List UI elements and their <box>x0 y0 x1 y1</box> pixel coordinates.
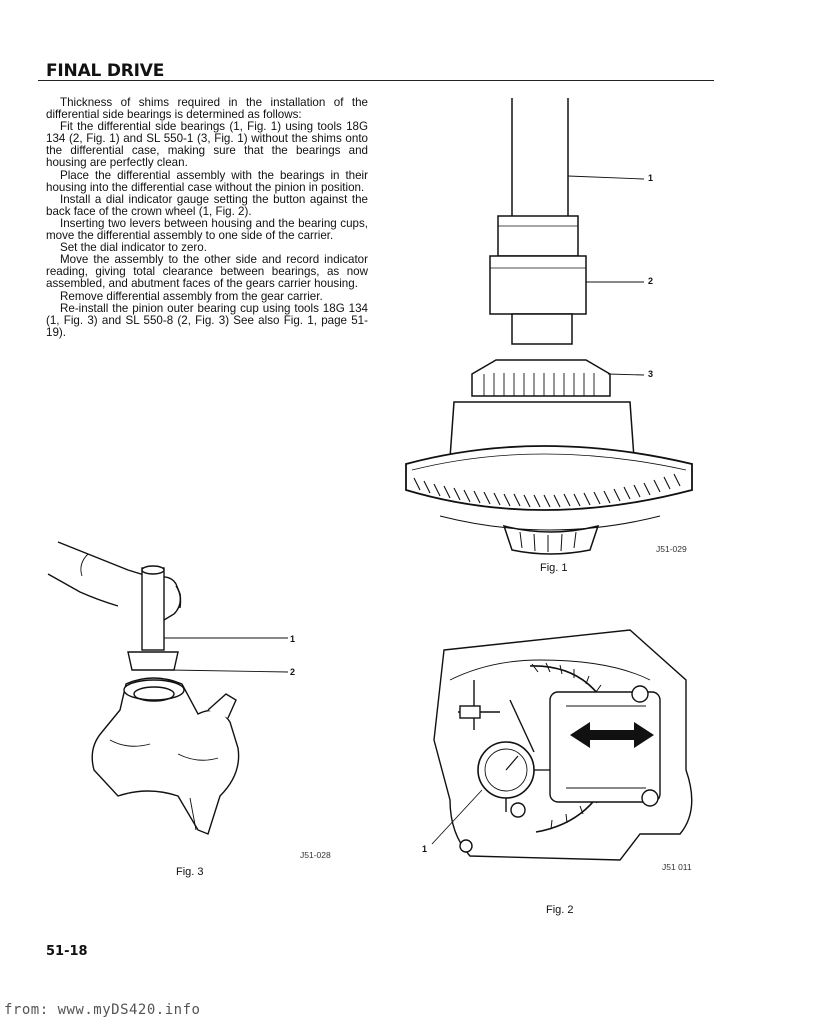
paragraph: Remove differential assembly from the gear carrier. <box>60 289 323 303</box>
fig3-callout-1: 1 <box>290 634 296 644</box>
paragraph: Move the assembly to the other side and record indicator reading, giving total clearance between bearings, as now assembled, and abutment faces of the gears carrier housing. <box>46 253 368 291</box>
paragraph: Re-install the pinion outer bearing cup using tools 18G 134 (1, Fig. 3) and SL 550-8 (2, Fig. 3) See also Fig. 1, page 51-19). <box>46 301 368 339</box>
title-rule <box>38 80 714 81</box>
page-title: FINAL DRIVE <box>46 61 165 81</box>
fig2-illustration <box>410 620 710 870</box>
paragraph: Thickness of shims required in the installation of the differential side bearings is determined as follows: <box>46 96 368 122</box>
source-footer: from: www.myDS420.info <box>4 1002 201 1018</box>
fig3-code: J51-028 <box>300 850 331 860</box>
fig2-caption: Fig. 2 <box>546 904 574 916</box>
fig1-caption: Fig. 1 <box>540 562 568 574</box>
paragraph: Install a dial indicator gauge setting the button against the back face of the crown wheel (1, Fig. 2). <box>46 192 368 218</box>
fig3-callout-2: 2 <box>290 667 296 677</box>
instructions-text <box>46 97 368 339</box>
paragraph: Fit the differential side bearings (1, Fig. 1) using tools 18G 134 (2, Fig. 1) and SL 550-1 (3, Fig. 1) without the shims onto the differential case, making sure that the bearings and housing are perfectly clean. <box>46 120 368 170</box>
fig1-callout-3: 3 <box>648 369 654 379</box>
page-number: 51-18 <box>46 944 88 959</box>
fig2-code: J51 011 <box>662 862 692 872</box>
paragraph: Set the dial indicator to zero. <box>60 241 207 255</box>
paragraph: Place the differential assembly with the bearings in their housing into the differential case without the pinion in position. <box>46 168 368 194</box>
fig1-code: J51-029 <box>656 544 687 554</box>
fig1-callout-2: 2 <box>648 276 654 286</box>
fig2-callout-1: 1 <box>422 844 428 854</box>
fig3-illustration <box>58 534 298 844</box>
fig3-caption: Fig. 3 <box>176 866 204 878</box>
paragraph: Inserting two levers between housing and the bearing cups, move the differential assembly to one side of the carrier. <box>46 216 368 243</box>
fig1-illustration <box>400 98 700 558</box>
fig1-callout-1: 1 <box>648 173 654 183</box>
